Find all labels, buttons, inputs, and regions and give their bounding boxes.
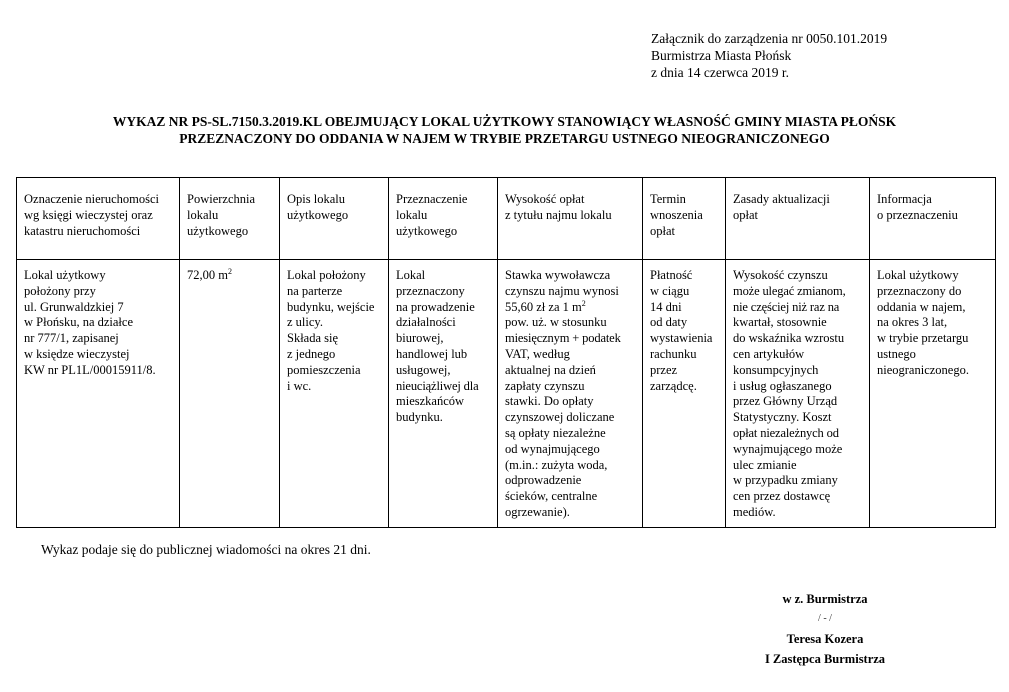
cell-property-designation: Lokal użytkowy położony przy ul. Grunwaldzkiej 7 w Płońsku, na działce nr 777/1, zapisanej w księdze wieczystej KW nr PL1L/00015911/8.	[17, 260, 180, 528]
cell-purpose-information: Lokal użytkowy przeznaczony do oddania w najem, na okres 3 lat, w trybie przetargu ustnego nieograniczonego.	[870, 260, 996, 528]
table-header-row	[17, 178, 996, 260]
cell-description: Lokal położony na parterze budynku, wejście z ulicy. Składa się z jednego pomieszczenia i wc.	[280, 260, 389, 528]
attachment-line: Burmistrza Miasta Płońsk	[651, 48, 792, 63]
attachment-line: Załącznik do zarządzenia nr 0050.101.2019	[651, 31, 888, 46]
cell-area: 72,00 $m^2$	[180, 260, 280, 528]
attachment-line: z dnia 14 czerwca 2019 r.	[651, 65, 789, 80]
publication-note: Wykaz podaje się do publicznej wiadomości na okres 21 dni.	[41, 542, 371, 557]
table-row	[17, 260, 996, 528]
property-table	[16, 177, 996, 528]
cell-fees: Stawka wywoławcza czynszu najmu wynosi 55,60 zł za 1 $m^2$ pow. uż. w stosunku miesięcznym + podatek VAT, według aktualnej na dzień zapłaty czynszu stawki. Do opłaty czynszowej doliczane są opłaty niezależne od wynajmującego (m.in.: zużyta woda, odprowadzenie ścieków, centralne ogrzewanie).	[498, 260, 643, 528]
header-cell: Termin wnoszenia opłat	[643, 178, 726, 260]
header-cell: Oznaczenie nieruchomości wg księgi wieczystej oraz katastru nieruchomości	[17, 178, 180, 260]
signatory-position: I Zastępca Burmistrza	[764, 652, 886, 666]
title-line: PRZEZNACZONY DO ODDANIA W NAJEM W TRYBIE PRZETARGU USTNEGO NIEOGRANICZONEGO	[179, 131, 830, 146]
cell-update-rules: Wysokość czynszu może ulegać zmianom, nie częściej niż raz na kwartał, stosownie do wskaźnika wzrostu cen artykułów konsumpcyjnych i usług ogłaszanego przez Główny Urząd Statystyczny. Koszt opłat niezależnych od wynajmującego może ulec zmianie w przypadku zmiany cen przez dostawcę mediów.	[726, 260, 870, 528]
title-line: WYKAZ NR PS-SL.7150.3.2019.KL OBEJMUJĄCY LOKAL UŻYTKOWY STANOWIĄCY WŁASNOŚĆ GMINY MIASTA PŁOŃSK	[112, 114, 897, 129]
signature-block	[700, 589, 950, 669]
header-cell: Powierzchnia lokalu użytkowego	[180, 178, 280, 260]
signature-role: w z. Burmistrza	[782, 592, 868, 606]
cell-payment-term: Płatność w ciągu 14 dni od daty wystawienia rachunku przez zarządcę.	[643, 260, 726, 528]
signatory-name: Teresa Kozera	[786, 632, 864, 646]
header-cell: Przeznaczenie lokalu użytkowego	[389, 178, 498, 260]
attachment-note	[651, 30, 887, 81]
document-title	[0, 113, 1009, 147]
signature-mark: / - /	[818, 613, 832, 624]
cell-purpose: Lokal przeznaczony na prowadzenie działalności biurowej, handlowej lub usługowej, nieuciążliwej dla mieszkańców budynku.	[389, 260, 498, 528]
header-cell: Zasady aktualizacji opłat	[726, 178, 870, 260]
header-cell: Opis lokalu użytkowego	[280, 178, 389, 260]
header-cell: Wysokość opłat z tytułu najmu lokalu	[498, 178, 643, 260]
header-cell: Informacja o przeznaczeniu	[870, 178, 996, 260]
